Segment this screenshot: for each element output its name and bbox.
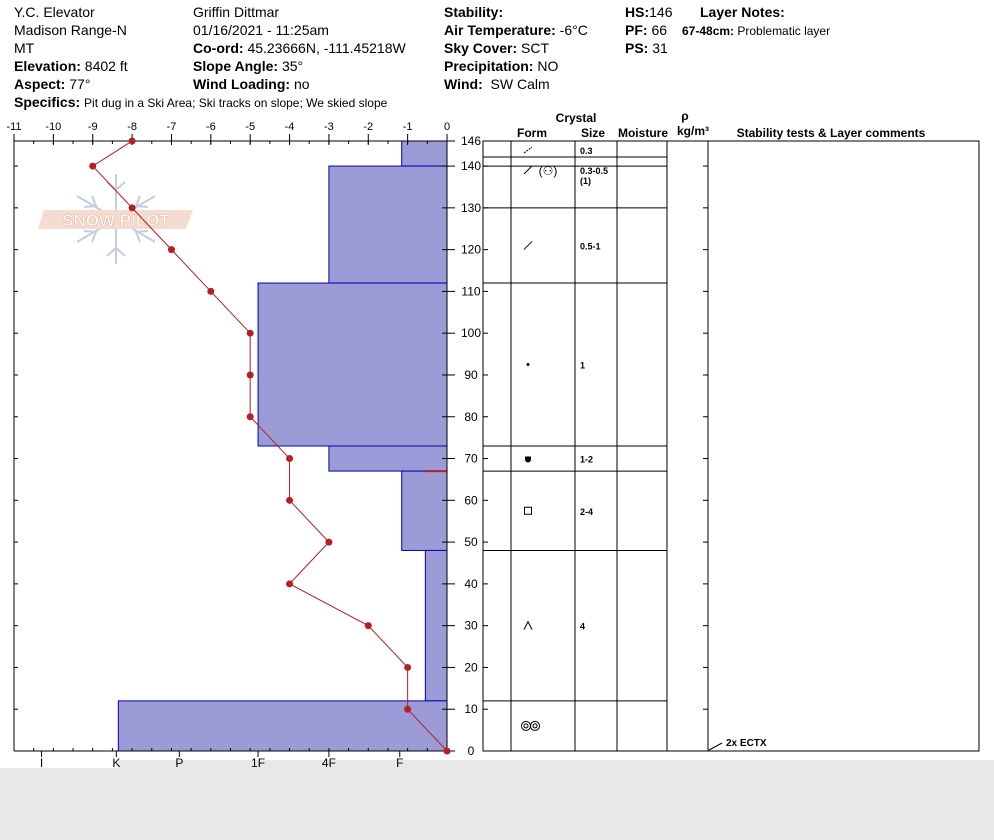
hardness-label: K bbox=[112, 756, 121, 770]
hardness-label: 4F bbox=[321, 756, 336, 770]
hs-label: HS: bbox=[625, 4, 650, 20]
temp-tick-label: -8 bbox=[127, 121, 137, 133]
specifics-label: Specifics: bbox=[14, 94, 81, 110]
height-tick-label: 0 bbox=[467, 744, 475, 758]
stability-test-label: 2x ECTX bbox=[726, 738, 767, 749]
depth-hoar-icon bbox=[524, 622, 532, 630]
height-tick-label: 140 bbox=[460, 159, 482, 174]
temperature-point bbox=[168, 246, 175, 253]
wind-loading-label: Wind Loading: bbox=[193, 76, 291, 92]
temperature-point bbox=[89, 163, 96, 170]
temperature-point bbox=[247, 330, 254, 337]
rounded-grain-icon bbox=[527, 363, 530, 366]
size-header: Size bbox=[580, 126, 606, 140]
height-tick-label: 120 bbox=[460, 242, 482, 257]
temperature-point bbox=[365, 622, 372, 629]
temp-tick-label: 0 bbox=[443, 121, 451, 133]
temperature-point bbox=[404, 706, 411, 713]
coord-label: Co-ord: bbox=[193, 40, 244, 56]
coord-value: 45.23666N, -111.45218W bbox=[247, 40, 406, 56]
crystal-size: 4 bbox=[580, 621, 586, 632]
hs-value: 146 bbox=[649, 4, 673, 20]
observation-datetime: 01/16/2021 - 11:25am bbox=[193, 22, 329, 38]
layer-note-range: 67-48cm: bbox=[682, 24, 735, 38]
height-tick-label: 30 bbox=[464, 618, 478, 633]
melt-forms-icon bbox=[524, 724, 528, 728]
temperature-point bbox=[129, 138, 136, 145]
height-tick-label: 50 bbox=[464, 535, 478, 550]
ps-label: PS: bbox=[625, 40, 649, 56]
height-tick-label: 10 bbox=[464, 702, 478, 717]
temp-tick-label: -1 bbox=[402, 121, 413, 133]
location-name: Y.C. Elevator bbox=[14, 4, 95, 20]
stability-test-pointer bbox=[709, 743, 722, 750]
temperature-point bbox=[444, 748, 451, 755]
height-tick-label: 110 bbox=[461, 284, 481, 299]
elevation-value: 8402 ft bbox=[84, 58, 128, 74]
range-name: Madison Range-N bbox=[14, 22, 127, 38]
temp-tick-label: -9 bbox=[87, 121, 98, 133]
melt-forms-icon bbox=[522, 721, 531, 730]
surface-hoar-icon: (⚇) bbox=[538, 164, 558, 178]
height-tick-label: 80 bbox=[464, 409, 478, 424]
hardness-label: I bbox=[39, 756, 44, 770]
sky-value: SCT bbox=[521, 40, 550, 56]
aspect-value: 77° bbox=[69, 76, 91, 92]
temp-tick-label: -5 bbox=[245, 121, 256, 133]
crystal-size: 0.5-1 bbox=[580, 241, 601, 252]
wind-value: SW Calm bbox=[490, 76, 550, 92]
height-tick-label: 40 bbox=[464, 576, 478, 591]
temp-tick-label: -11 bbox=[6, 121, 22, 133]
wind-label: Wind: bbox=[444, 76, 483, 92]
stability-header: Stability tests & Layer comments bbox=[736, 126, 926, 140]
specifics-value: Pit dug in a Ski Area; Ski tracks on slope; We skied slope bbox=[84, 96, 388, 110]
temp-tick-label: -3 bbox=[324, 121, 334, 133]
decomposing-icon bbox=[524, 166, 532, 174]
faceted-icon bbox=[525, 507, 532, 514]
crystal-size: 0.3-0.5 bbox=[580, 166, 609, 176]
layer-table bbox=[483, 109, 979, 751]
temperature-point bbox=[247, 413, 254, 420]
temperature-point bbox=[325, 539, 332, 546]
density-unit-header: kg/m³ bbox=[676, 124, 710, 138]
state-name: MT bbox=[14, 40, 35, 56]
slope-value: 35° bbox=[281, 58, 304, 74]
temp-tick-label: -2 bbox=[363, 121, 374, 133]
sky-label: Sky Cover: bbox=[444, 40, 518, 56]
observer-name: Griffin Dittmar bbox=[193, 4, 280, 20]
hardness-bar bbox=[329, 166, 447, 283]
ps-value: 31 bbox=[652, 40, 668, 56]
hardness-label: 1F bbox=[251, 756, 266, 770]
height-tick-label: 60 bbox=[464, 493, 478, 508]
temperature-point bbox=[286, 580, 293, 587]
melt-freeze-crust-icon bbox=[525, 457, 531, 463]
density-symbol: ρ bbox=[681, 109, 689, 123]
hardness-label: P bbox=[175, 756, 184, 770]
crystal-size: 0.3 bbox=[580, 146, 593, 156]
crystal-size: 1-2 bbox=[580, 454, 594, 465]
temp-tick-label: -7 bbox=[166, 121, 177, 133]
layer-note-text: Problematic layer bbox=[737, 24, 831, 38]
precip-value: NO bbox=[537, 58, 559, 74]
temperature-point bbox=[286, 497, 293, 504]
temperature-point bbox=[207, 288, 214, 295]
temperature-point bbox=[129, 204, 136, 211]
hardness-bar bbox=[258, 283, 447, 446]
air-temp-label: Air Temperature: bbox=[444, 22, 556, 38]
crystal-size: 2-4 bbox=[580, 506, 594, 517]
hardness-bar bbox=[402, 141, 447, 166]
height-tick-label: 90 bbox=[464, 367, 478, 382]
moisture-header: Moisture bbox=[617, 126, 669, 140]
crystal-header: Crystal bbox=[555, 111, 597, 125]
decomposing-icon bbox=[524, 147, 532, 153]
temp-tick-label: -10 bbox=[45, 121, 62, 133]
precip-label: Precipitation: bbox=[444, 58, 534, 74]
pf-label: PF: bbox=[625, 22, 648, 38]
decomposing-icon bbox=[524, 241, 532, 249]
elevation-label: Elevation: bbox=[14, 58, 81, 74]
hardness-label: F bbox=[396, 756, 404, 770]
slope-label: Slope Angle: bbox=[193, 58, 279, 74]
crystal-size: 1 bbox=[580, 360, 586, 371]
height-tick-label: 70 bbox=[464, 451, 478, 466]
aspect-label: Aspect: bbox=[14, 76, 66, 92]
height-tick-label: 130 bbox=[460, 200, 482, 215]
temperature-point bbox=[404, 664, 411, 671]
layer-notes-title: Layer Notes: bbox=[700, 4, 785, 20]
hardness-layers bbox=[118, 141, 447, 751]
hardness-bar bbox=[402, 471, 447, 550]
air-temp-value: -6°C bbox=[559, 22, 588, 38]
melt-forms-icon bbox=[531, 721, 540, 730]
height-tick-label: 146 bbox=[460, 134, 482, 148]
hardness-bar bbox=[329, 446, 447, 471]
hardness-bar bbox=[118, 701, 447, 751]
temp-tick-label: -6 bbox=[205, 121, 216, 133]
wind-loading-value: no bbox=[293, 76, 310, 92]
logo-text: SNOW PILOT bbox=[62, 211, 170, 230]
pf-value: 66 bbox=[651, 22, 668, 38]
temperature-point bbox=[286, 455, 293, 462]
form-header: Form bbox=[517, 126, 547, 140]
stability-label: Stability: bbox=[444, 4, 504, 20]
temp-tick-label: -4 bbox=[284, 121, 295, 133]
melt-forms-icon bbox=[533, 724, 537, 728]
temperature-point bbox=[247, 371, 254, 378]
height-tick-label: 100 bbox=[460, 326, 482, 341]
crystal-size: (1) bbox=[580, 176, 591, 186]
height-tick-label: 20 bbox=[464, 660, 478, 675]
